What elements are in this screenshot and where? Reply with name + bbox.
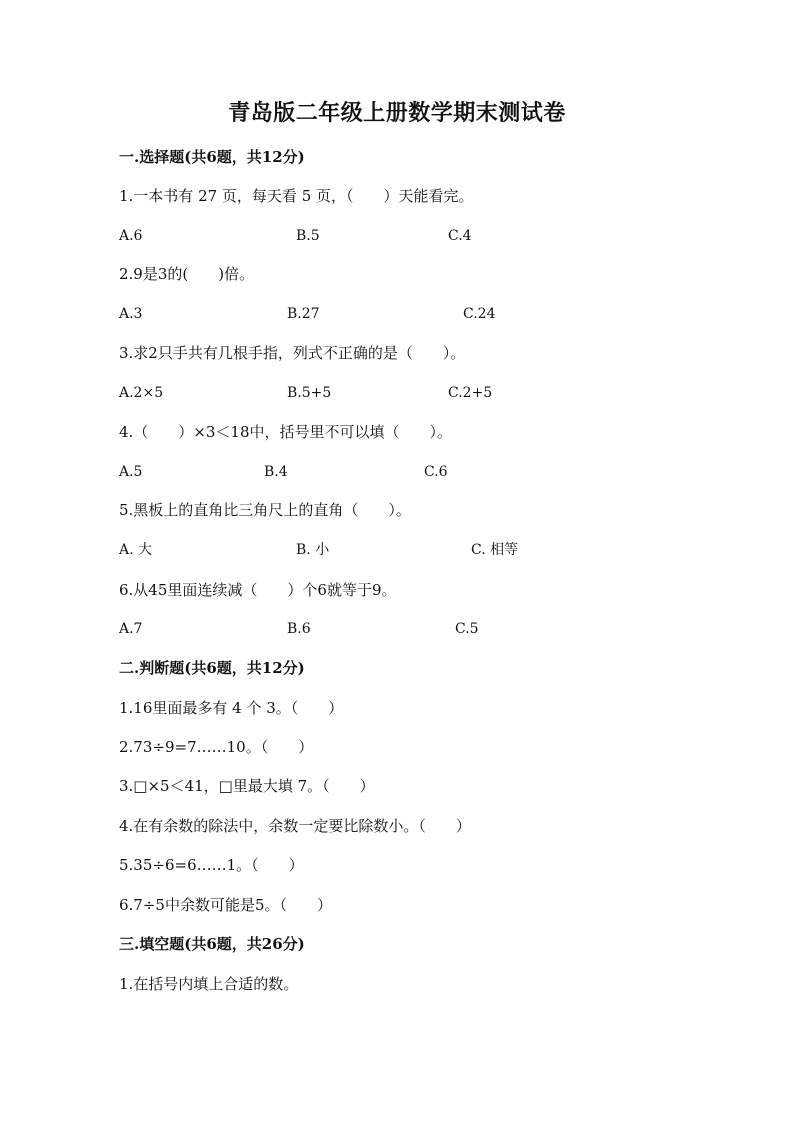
option-a: A.3 [119, 306, 143, 322]
option-b: B. 小 [296, 542, 330, 558]
option-c: C.24 [463, 306, 496, 322]
option-a: A.6 [119, 228, 143, 244]
question-text: 6.7÷5中余数可能是5。（ ） [119, 896, 333, 914]
question-text: 3.求2只手共有几根手指，列式不正确的是（ ）。 [119, 344, 466, 362]
option-c: C.2+5 [448, 385, 493, 401]
question-text: 5.35÷6=6……1。（ ） [119, 856, 304, 874]
question-text: 3.□×5＜41，□里最大填 7。（ ） [119, 777, 375, 795]
section-heading-choice: 一.选择题(共6题，共12分) [119, 148, 305, 166]
option-a: A. 大 [119, 542, 153, 558]
page-title: 青岛版二年级上册数学期末测试卷 [228, 100, 566, 126]
question-text: 2.73÷9=7……10。（ ） [119, 738, 314, 756]
option-c: C.6 [424, 464, 448, 480]
section-heading-judgement: 二.判断题(共6题，共12分) [119, 659, 305, 677]
question-text: 4.（ ）×3＜18中，括号里不可以填（ ）。 [119, 423, 453, 441]
option-b: B.27 [287, 306, 320, 322]
question-text: 1.16里面最多有 4 个 3。（ ） [119, 699, 344, 717]
question-text: 4.在有余数的除法中，余数一定要比除数小。（ ） [119, 817, 471, 835]
question-text: 6.从45里面连续减（ ）个6就等于9。 [119, 581, 397, 599]
question-text: 1.在括号内填上合适的数。 [119, 975, 299, 993]
option-b: B.5 [296, 228, 320, 244]
option-a: A.5 [119, 464, 143, 480]
option-a: A.7 [119, 621, 143, 637]
option-b: B.4 [264, 464, 288, 480]
option-b: B.5+5 [287, 385, 332, 401]
option-c: C.4 [448, 228, 472, 244]
question-text: 2.9是3的( )倍。 [119, 265, 255, 283]
section-heading-fill-in: 三.填空题(共6题，共26分) [119, 935, 305, 953]
question-text: 5.黑板上的直角比三角尺上的直角（ ）。 [119, 501, 411, 519]
option-c: C.5 [455, 621, 479, 637]
question-text: 1.一本书有 27 页，每天看 5 页，（ ）天能看完。 [119, 187, 474, 205]
option-b: B.6 [287, 621, 311, 637]
option-c: C. 相等 [471, 542, 519, 558]
option-a: A.2×5 [119, 385, 164, 401]
